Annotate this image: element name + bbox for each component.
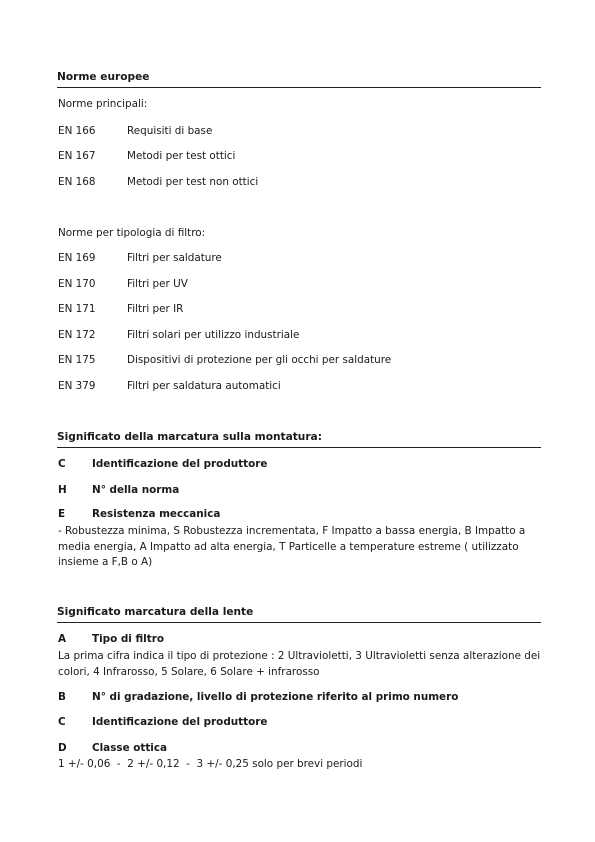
marking-description: - Robustezza minima, S Robustezza incrementata, F Impatto a bassa energia, B Impatto a media energia, A Impatto ad alta energia, T Particelle a temperature estreme ( utilizzato insieme a F,B o A) (58, 525, 526, 568)
marking-letter: C (58, 716, 66, 728)
main-norms-label: Norme principali: (58, 98, 148, 110)
norm-description: Filtri per saldatura automatici (127, 380, 281, 392)
norm-code: EN 167 (58, 150, 96, 162)
marking-description: 1 +/- 0,06 - 2 +/- 0,12 - 3 +/- 0,25 solo per brevi periodi (58, 758, 363, 770)
norm-description: Metodi per test ottici (127, 150, 236, 162)
marking-title: Classe ottica (92, 742, 168, 754)
marking-title: Identificazione del produttore (92, 716, 268, 728)
marking-letter: E (58, 508, 66, 520)
norm-description: Filtri per UV (127, 278, 188, 290)
norm-code: EN 168 (58, 176, 96, 188)
norm-description: Filtri per saldature (127, 252, 222, 264)
norm-code: EN 166 (58, 125, 96, 137)
marking-letter: D (58, 742, 67, 754)
marking-letter: C (58, 458, 66, 470)
norm-code: EN 170 (58, 278, 96, 290)
norm-description: Dispositivi di protezione per gli occhi per saldature (127, 354, 392, 366)
marking-title: N° della norma (92, 484, 180, 496)
norm-description: Filtri solari per utilizzo industriale (127, 329, 300, 341)
norm-code: EN 171 (58, 303, 96, 315)
section-heading-norme-europee: Norme europee (57, 71, 150, 83)
norm-description: Metodi per test non ottici (127, 176, 259, 188)
marking-title: N° di gradazione, livello di protezione riferito al primo numero (92, 691, 459, 703)
marking-description: La prima cifra indica il tipo di protezione : 2 Ultravioletti, 3 Ultravioletti senza alterazione dei colori, 4 Infrarosso, 5 Solare, 6 Solare + infrarosso (58, 650, 541, 678)
marking-letter: B (58, 691, 66, 703)
section-heading-montatura: Significato della marcatura sulla montatura: (57, 431, 322, 443)
section-divider (57, 87, 541, 88)
filter-norms-label: Norme per tipologia di filtro: (58, 227, 206, 239)
marking-letter: H (58, 484, 67, 496)
norm-code: EN 175 (58, 354, 96, 366)
norm-code: EN 379 (58, 380, 96, 392)
section-divider (57, 622, 541, 623)
norm-description: Requisiti di base (127, 125, 213, 137)
section-divider (57, 447, 541, 448)
norm-description: Filtri per IR (127, 303, 184, 315)
section-heading-lente: Significato marcatura della lente (57, 606, 254, 618)
norm-code: EN 169 (58, 252, 96, 264)
marking-title: Resistenza meccanica (92, 508, 221, 520)
norm-code: EN 172 (58, 329, 96, 341)
marking-letter: A (58, 633, 67, 645)
marking-title: Tipo di filtro (92, 633, 164, 645)
marking-title: Identificazione del produttore (92, 458, 268, 470)
